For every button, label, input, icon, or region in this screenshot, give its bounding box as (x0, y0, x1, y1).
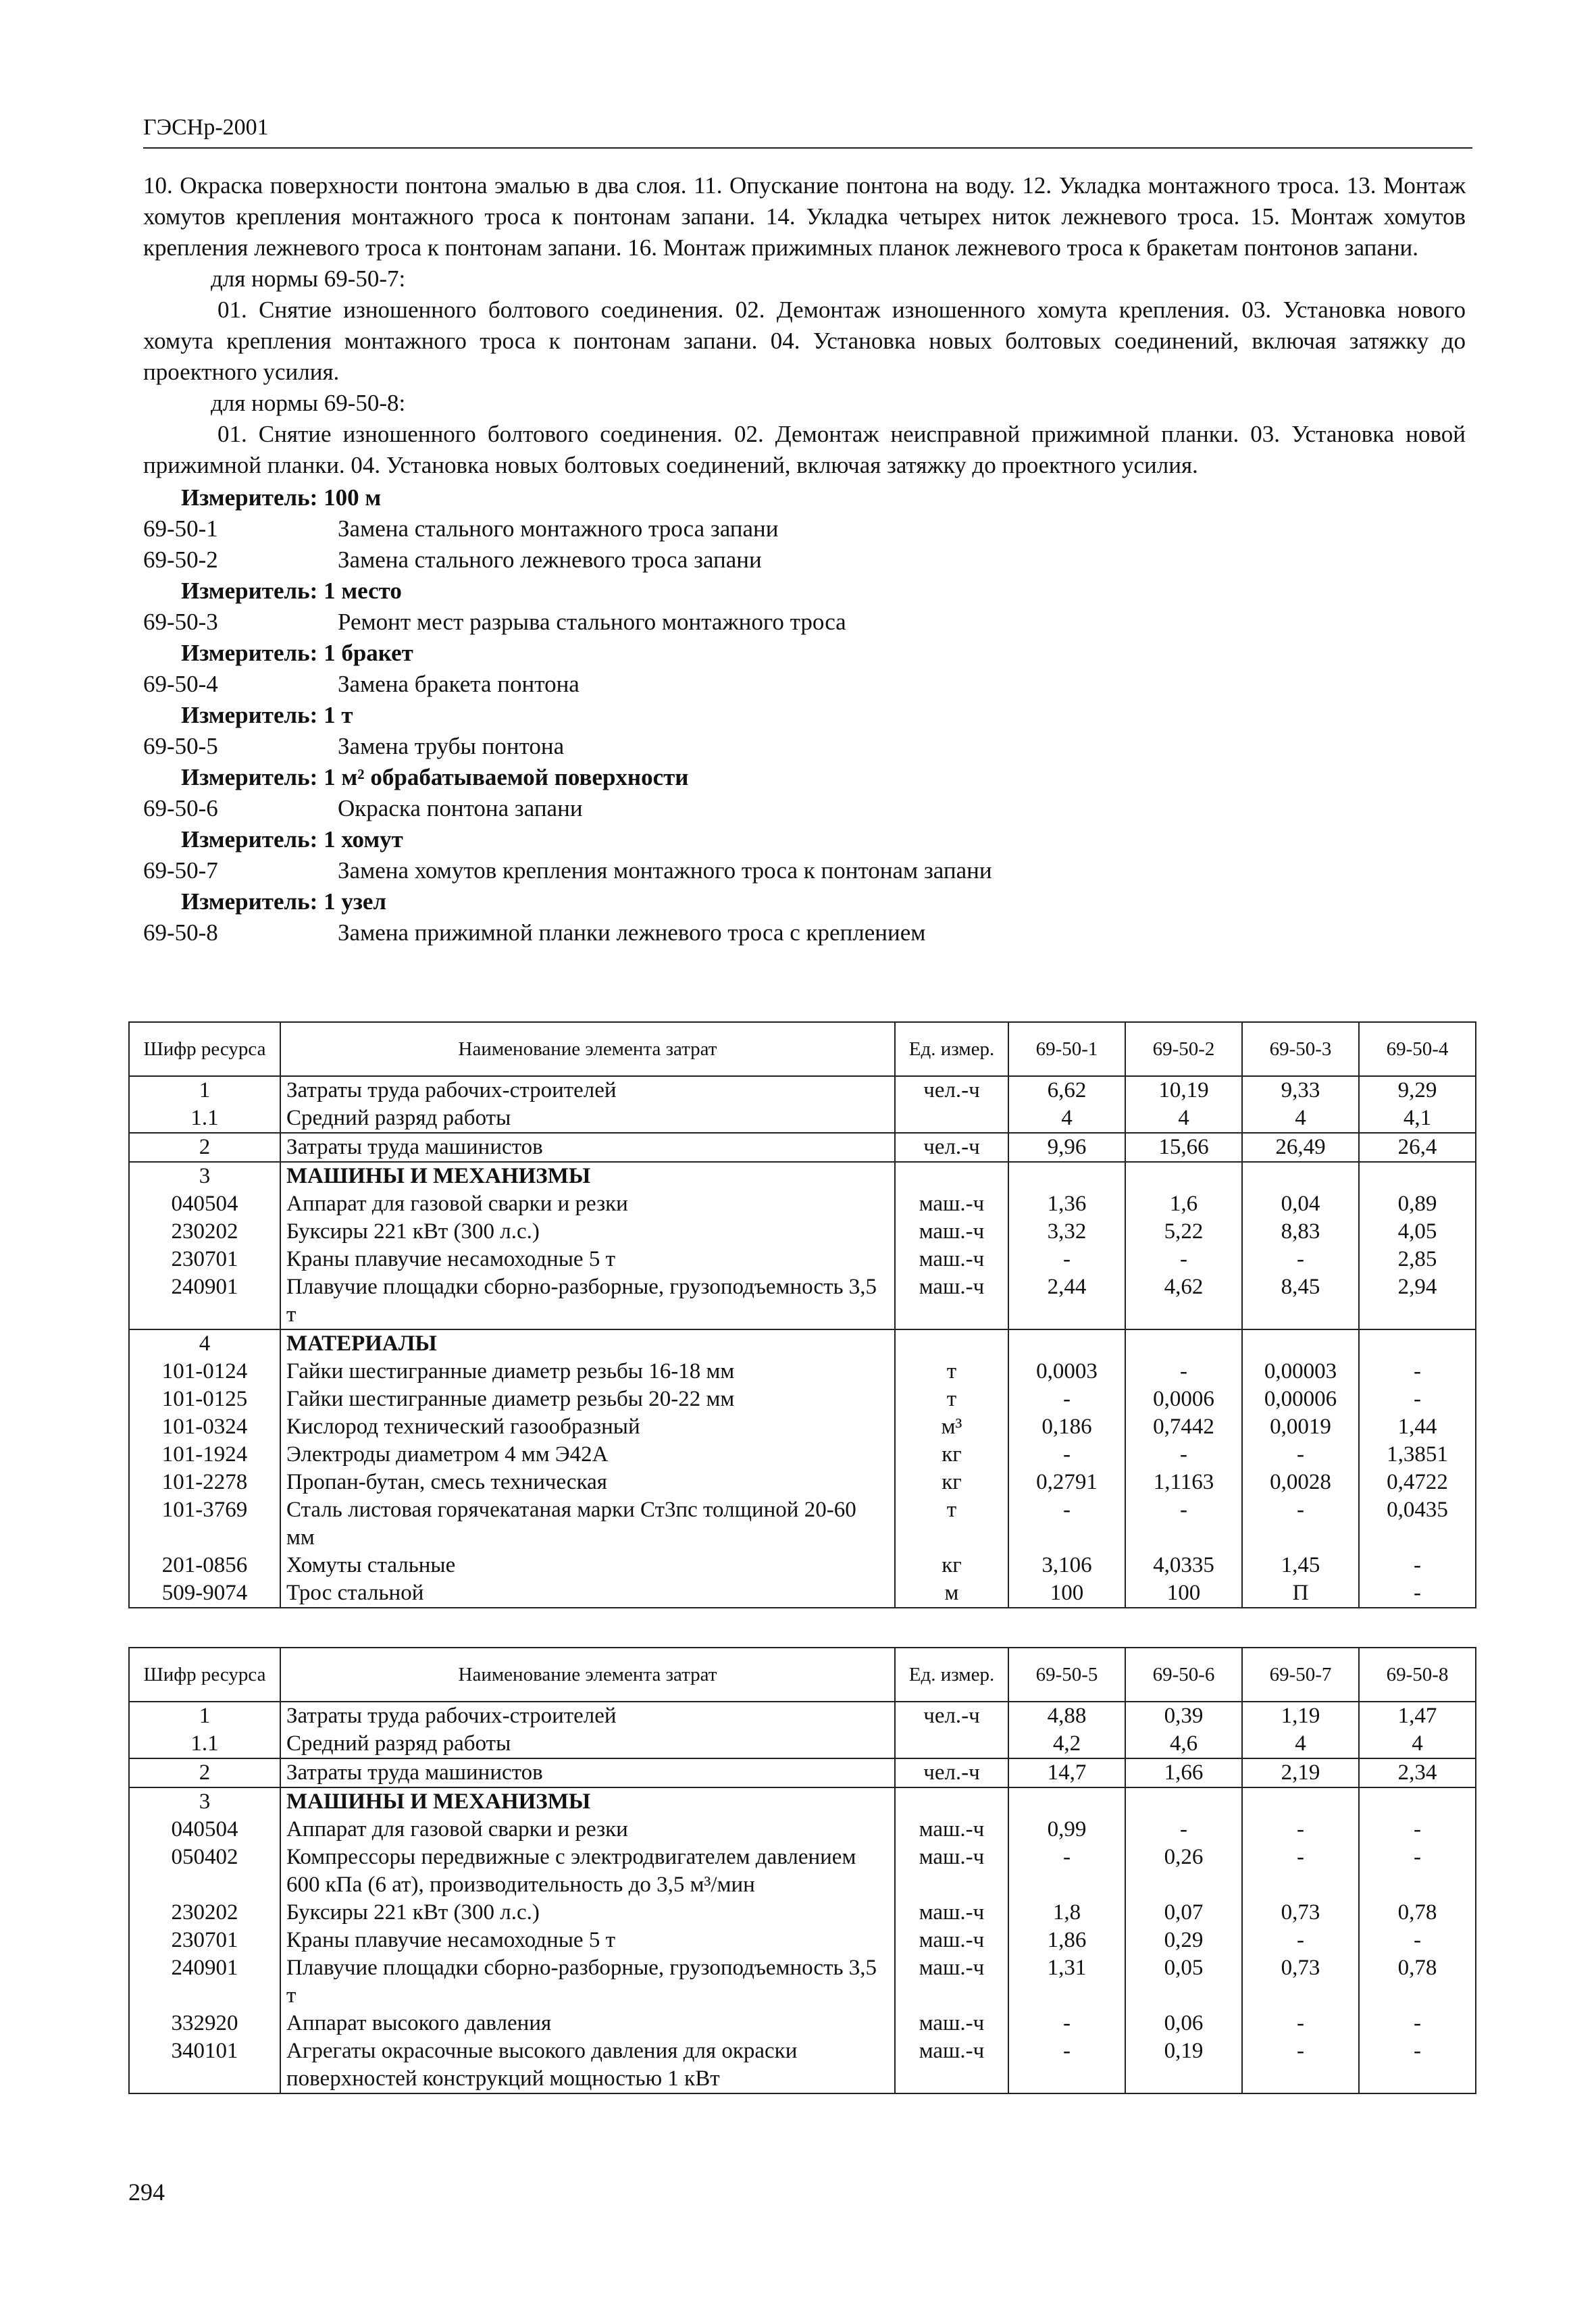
norm-code: 69-50-3 (143, 609, 218, 635)
resource-name-cell: Гайки шестигранные диаметр резьбы 20-22 мм (280, 1386, 895, 1413)
table-row (129, 1899, 1476, 1927)
value-cell: 1,86 (1008, 1927, 1125, 1954)
resource-code-cell: 101-0125 (129, 1386, 280, 1413)
norm-code: 69-50-4 (143, 671, 218, 697)
value-cell: 2,19 (1242, 1758, 1359, 1787)
resource-code-cell: 2 (129, 1758, 280, 1787)
unit-cell: маш.-ч (895, 2010, 1008, 2037)
column-header: Ед. измер. (895, 1648, 1008, 1702)
resource-code-cell: 2 (129, 1133, 280, 1162)
resource-code-cell: 101-2278 (129, 1469, 280, 1496)
unit-cell: чел.-ч (895, 1133, 1008, 1162)
norm-code: 69-50-7 (143, 857, 218, 884)
resource-name-cell: Пропан-бутан, смесь техническая (280, 1469, 895, 1496)
value-cell: - (1125, 1441, 1242, 1469)
resource-code-cell: 230701 (129, 1927, 280, 1954)
value-cell: 26,49 (1242, 1133, 1359, 1162)
table-row (129, 1246, 1476, 1273)
norm-title: Ремонт мест разрыва стального монтажного троса (338, 609, 846, 635)
resource-name-cell: Гайки шестигранные диаметр резьбы 16-18 мм (280, 1358, 895, 1386)
resource-code-cell: 340101 (129, 2037, 280, 2093)
value-cell: 4,0335 (1125, 1552, 1242, 1579)
value-cell: - (1125, 1246, 1242, 1273)
resource-name-cell: Аппарат для газовой сварки и резки (280, 1190, 895, 1218)
unit-cell: т (895, 1386, 1008, 1413)
resource-name-cell: Аппарат высокого давления (280, 2010, 895, 2037)
unit-cell: т (895, 1358, 1008, 1386)
unit-cell (895, 1329, 1008, 1358)
resource-code-cell: 201-0856 (129, 1552, 280, 1579)
table-row (129, 1329, 1476, 1358)
value-cell: 8,45 (1242, 1273, 1359, 1329)
value-cell: 4 (1125, 1104, 1242, 1133)
unit-cell: маш.-ч (895, 2037, 1008, 2093)
unit-cell: кг (895, 1469, 1008, 1496)
resource-name-cell: Плавучие площадки сборно-разборные, грузоподъемность 3,5 т (280, 1273, 895, 1329)
resource-code-cell: 240901 (129, 1954, 280, 2010)
unit-cell: маш.-ч (895, 1844, 1008, 1899)
unit-cell: маш.-ч (895, 1954, 1008, 2010)
norm-title: Замена бракета понтона (338, 671, 580, 697)
resource-code-cell: 509-9074 (129, 1579, 280, 1608)
resource-code-cell: 1 (129, 1702, 280, 1730)
unit-cell (895, 1162, 1008, 1190)
value-cell: 8,83 (1242, 1218, 1359, 1246)
value-cell (1008, 1787, 1125, 1816)
resource-name-cell: Хомуты стальные (280, 1552, 895, 1579)
resource-name-cell: Затраты труда рабочих-строителей (280, 1076, 895, 1104)
resource-code-cell: 230202 (129, 1899, 280, 1927)
measure-unit-heading: Измеритель: 100 м (181, 484, 382, 511)
value-cell (1008, 1162, 1125, 1190)
value-cell: - (1359, 1552, 1476, 1579)
resource-name-cell: МАШИНЫ И МЕХАНИЗМЫ (280, 1162, 895, 1190)
value-cell: 1,1163 (1125, 1469, 1242, 1496)
resource-code-cell: 240901 (129, 1273, 280, 1329)
resource-name-cell: Трос стальной (280, 1579, 895, 1608)
resource-code-cell: 1.1 (129, 1104, 280, 1133)
value-cell: - (1242, 1844, 1359, 1899)
resource-name-cell: Краны плавучие несамоходные 5 т (280, 1927, 895, 1954)
resource-name-cell: Компрессоры передвижные с электродвигателем давлением 600 кПа (6 ат), производительность до 3,5 м³/мин (280, 1844, 895, 1899)
table-row (129, 1273, 1476, 1329)
value-cell: 0,0003 (1008, 1358, 1125, 1386)
value-cell: 0,05 (1125, 1954, 1242, 2010)
value-cell: 0,00006 (1242, 1386, 1359, 1413)
norm-row (143, 544, 1466, 576)
table-row (129, 1441, 1476, 1469)
table-row (129, 1954, 1476, 2010)
value-cell: 4 (1008, 1104, 1125, 1133)
value-cell: 4,6 (1125, 1730, 1242, 1758)
measure-unit-heading: Измеритель: 1 бракет (181, 640, 413, 666)
value-cell: 0,73 (1242, 1899, 1359, 1927)
resource-code-cell: 101-3769 (129, 1496, 280, 1552)
value-cell: - (1359, 2010, 1476, 2037)
resource-name-cell: Средний разряд работы (280, 1730, 895, 1758)
column-header: 69-50-5 (1008, 1648, 1125, 1702)
running-header: ГЭСНр-2001 (143, 115, 269, 140)
value-cell: 9,29 (1359, 1076, 1476, 1104)
value-cell: 1,6 (1125, 1190, 1242, 1218)
resource-code-cell: 040504 (129, 1816, 280, 1844)
value-cell (1242, 1329, 1359, 1358)
norm-7-heading: для нормы 69-50-7: (211, 265, 406, 292)
value-cell: 6,62 (1008, 1076, 1125, 1104)
resource-name-cell: Кислород технический газообразный (280, 1413, 895, 1441)
value-cell: 0,19 (1125, 2037, 1242, 2093)
value-cell: - (1242, 1496, 1359, 1552)
value-cell: 0,73 (1242, 1954, 1359, 2010)
value-cell: 26,4 (1359, 1133, 1476, 1162)
value-cell: - (1242, 2037, 1359, 2093)
table-row (129, 1469, 1476, 1496)
value-cell: 0,2791 (1008, 1469, 1125, 1496)
table-row (129, 1162, 1476, 1190)
measure-unit-heading: Измеритель: 1 место (181, 578, 402, 604)
table-row (129, 1730, 1476, 1758)
norm-row (143, 855, 1466, 886)
value-cell: 4,2 (1008, 1730, 1125, 1758)
value-cell: 10,19 (1125, 1076, 1242, 1104)
page-number: 294 (128, 2179, 165, 2206)
unit-cell: м³ (895, 1413, 1008, 1441)
value-cell: - (1242, 1927, 1359, 1954)
table-row (129, 2037, 1476, 2093)
value-cell: - (1008, 2010, 1125, 2037)
table-row (129, 1076, 1476, 1104)
column-header: Шифр ресурса (129, 1022, 280, 1076)
value-cell: - (1242, 2010, 1359, 2037)
resource-code-cell: 3 (129, 1162, 280, 1190)
value-cell: - (1008, 1386, 1125, 1413)
norm-code: 69-50-6 (143, 795, 218, 821)
resource-name-cell: МАТЕРИАЛЫ (280, 1329, 895, 1358)
value-cell: 0,78 (1359, 1899, 1476, 1927)
value-cell: - (1242, 1441, 1359, 1469)
value-cell (1125, 1329, 1242, 1358)
value-cell: - (1359, 1386, 1476, 1413)
value-cell: 0,39 (1125, 1702, 1242, 1730)
resource-name-cell: Затраты труда машинистов (280, 1133, 895, 1162)
value-cell: - (1359, 1358, 1476, 1386)
value-cell: 2,44 (1008, 1273, 1125, 1329)
value-cell: 0,26 (1125, 1844, 1242, 1899)
column-header: Шифр ресурса (129, 1648, 280, 1702)
resource-code-cell: 1.1 (129, 1730, 280, 1758)
value-cell: 0,0435 (1359, 1496, 1476, 1552)
norm-row (143, 793, 1466, 824)
value-cell: - (1359, 1927, 1476, 1954)
value-cell: - (1242, 1816, 1359, 1844)
table-row (129, 1496, 1476, 1552)
value-cell: 1,44 (1359, 1413, 1476, 1441)
value-cell: 0,89 (1359, 1190, 1476, 1218)
resource-name-cell: Краны плавучие несамоходные 5 т (280, 1246, 895, 1273)
unit-cell: т (895, 1496, 1008, 1552)
measure-unit-heading: Измеритель: 1 м² обрабатываемой поверхности (181, 764, 689, 790)
value-cell: - (1125, 1496, 1242, 1552)
norm-code: 69-50-5 (143, 733, 218, 759)
unit-cell (895, 1787, 1008, 1816)
value-cell: 0,186 (1008, 1413, 1125, 1441)
column-header: Ед. измер. (895, 1022, 1008, 1076)
unit-cell: кг (895, 1441, 1008, 1469)
table-row (129, 1413, 1476, 1441)
resource-name-cell: Сталь листовая горячекатаная марки Ст3пс толщиной 20-60 мм (280, 1496, 895, 1552)
norm-row (143, 917, 1466, 948)
resource-name-cell: Плавучие площадки сборно-разборные, грузоподъемность 3,5 т (280, 1954, 895, 2010)
unit-cell: чел.-ч (895, 1702, 1008, 1730)
resource-name-cell: Электроды диаметром 4 мм Э42А (280, 1441, 895, 1469)
resource-code-cell: 101-0324 (129, 1413, 280, 1441)
value-cell: 4,05 (1359, 1218, 1476, 1246)
value-cell: - (1008, 1496, 1125, 1552)
column-header: 69-50-2 (1125, 1022, 1242, 1076)
value-cell: 4 (1359, 1730, 1476, 1758)
value-cell: 0,04 (1242, 1190, 1359, 1218)
value-cell (1125, 1787, 1242, 1816)
value-cell (1242, 1787, 1359, 1816)
measure-unit-heading: Измеритель: 1 хомут (181, 826, 403, 853)
norm-title: Замена стального монтажного троса запани (338, 515, 779, 542)
norms-list (143, 482, 1466, 948)
value-cell: П (1242, 1579, 1359, 1608)
column-header: 69-50-3 (1242, 1022, 1359, 1076)
unit-cell: маш.-ч (895, 1190, 1008, 1218)
resource-name-cell: Буксиры 221 кВт (300 л.с.) (280, 1899, 895, 1927)
table-row (129, 1702, 1476, 1730)
value-cell: 1,66 (1125, 1758, 1242, 1787)
table-row (129, 1844, 1476, 1899)
value-cell: 0,99 (1008, 1816, 1125, 1844)
resource-code-cell: 332920 (129, 2010, 280, 2037)
value-cell (1359, 1162, 1476, 1190)
value-cell: 9,33 (1242, 1076, 1359, 1104)
column-header: 69-50-4 (1359, 1022, 1476, 1076)
resource-name-cell: Аппарат для газовой сварки и резки (280, 1816, 895, 1844)
norm-row (143, 669, 1466, 700)
column-header: Наименование элемента затрат (280, 1022, 895, 1076)
norm-8-steps: 01. Снятие изношенного болтового соединения. 02. Демонтаж неисправной прижимной планки. 03. Установка новой прижимной планки. 04. Установка новых болтовых соединений, включая затяжку до проектного усилия. (143, 421, 1466, 478)
column-header: 69-50-7 (1242, 1648, 1359, 1702)
value-cell: - (1359, 1579, 1476, 1608)
unit-cell: маш.-ч (895, 1927, 1008, 1954)
column-header: 69-50-6 (1125, 1648, 1242, 1702)
value-cell: 4 (1242, 1730, 1359, 1758)
value-cell: - (1242, 1246, 1359, 1273)
resource-code-cell: 3 (129, 1787, 280, 1816)
norm-title: Окраска понтона запани (338, 795, 583, 821)
value-cell: 0,4722 (1359, 1469, 1476, 1496)
value-cell: 0,00003 (1242, 1358, 1359, 1386)
value-cell: 4,1 (1359, 1104, 1476, 1133)
value-cell (1008, 1329, 1125, 1358)
value-cell: 2,34 (1359, 1758, 1476, 1787)
work-steps-paragraph: 10. Окраска поверхности понтона эмалью в два слоя. 11. Опускание понтона на воду. 12. Укладка монтажного троса. 13. Монтаж хомутов крепления монтажного троса к понтонам запани. 14. Укладка четырех ниток лежневого троса. 15. Монтаж хомутов крепления лежневого троса к понтонам запани. 16. Монтаж прижимных планок лежневого троса к бракетам понтонов запани. (143, 172, 1466, 261)
unit-cell (895, 1730, 1008, 1758)
value-cell: 4,62 (1125, 1273, 1242, 1329)
value-cell: 14,7 (1008, 1758, 1125, 1787)
column-header: 69-50-1 (1008, 1022, 1125, 1076)
resource-code-cell: 040504 (129, 1190, 280, 1218)
resource-table-2 (128, 1647, 1476, 2094)
norm-title: Замена трубы понтона (338, 733, 565, 759)
value-cell: 1,45 (1242, 1552, 1359, 1579)
unit-cell: маш.-ч (895, 1273, 1008, 1329)
table-row (129, 1104, 1476, 1133)
value-cell: - (1359, 2037, 1476, 2093)
table-row (129, 1386, 1476, 1413)
unit-cell: маш.-ч (895, 1246, 1008, 1273)
value-cell (1125, 1162, 1242, 1190)
measure-unit-heading: Измеритель: 1 узел (181, 888, 387, 915)
norm-title: Замена стального лежневого троса запани (338, 547, 762, 573)
table-row (129, 1133, 1476, 1162)
resource-name-cell: Агрегаты окрасочные высокого давления для окраски поверхностей конструкций мощностью 1 кВт (280, 2037, 895, 2093)
norm-row (143, 607, 1466, 638)
norm-code: 69-50-8 (143, 919, 218, 946)
value-cell: - (1008, 1441, 1125, 1469)
table-row (129, 1218, 1476, 1246)
value-cell: 0,06 (1125, 2010, 1242, 2037)
value-cell (1242, 1162, 1359, 1190)
resource-code-cell: 230701 (129, 1246, 280, 1273)
table-row (129, 2010, 1476, 2037)
value-cell: - (1359, 1816, 1476, 1844)
table-row (129, 1552, 1476, 1579)
table-row (129, 1758, 1476, 1787)
unit-cell: маш.-ч (895, 1218, 1008, 1246)
value-cell: 1,19 (1242, 1702, 1359, 1730)
column-header: 69-50-8 (1359, 1648, 1476, 1702)
unit-cell: маш.-ч (895, 1816, 1008, 1844)
norm-8-heading: для нормы 69-50-8: (211, 390, 406, 416)
unit-cell: чел.-ч (895, 1076, 1008, 1104)
value-cell: 100 (1008, 1579, 1125, 1608)
header-rule (143, 147, 1472, 149)
value-cell: 0,0019 (1242, 1413, 1359, 1441)
value-cell: - (1125, 1358, 1242, 1386)
resource-code-cell: 101-1924 (129, 1441, 280, 1469)
value-cell: 0,29 (1125, 1927, 1242, 1954)
value-cell: 1,31 (1008, 1954, 1125, 2010)
value-cell (1359, 1787, 1476, 1816)
value-cell: 4,88 (1008, 1702, 1125, 1730)
value-cell: 1,36 (1008, 1190, 1125, 1218)
value-cell: 1,8 (1008, 1899, 1125, 1927)
value-cell: 0,0006 (1125, 1386, 1242, 1413)
intro-text (143, 170, 1466, 948)
value-cell: 100 (1125, 1579, 1242, 1608)
value-cell: - (1125, 1816, 1242, 1844)
column-header: Наименование элемента затрат (280, 1648, 895, 1702)
value-cell: 5,22 (1125, 1218, 1242, 1246)
resource-code-cell: 050402 (129, 1844, 280, 1899)
unit-cell: кг (895, 1552, 1008, 1579)
table-row (129, 1927, 1476, 1954)
value-cell: 3,106 (1008, 1552, 1125, 1579)
norm-title: Замена хомутов крепления монтажного троса к понтонам запани (338, 857, 992, 884)
norm-code: 69-50-2 (143, 547, 218, 573)
resource-name-cell: Буксиры 221 кВт (300 л.с.) (280, 1218, 895, 1246)
norm-row (143, 731, 1466, 762)
table-row (129, 1358, 1476, 1386)
unit-cell: м (895, 1579, 1008, 1608)
value-cell: - (1008, 1246, 1125, 1273)
measure-unit-heading: Измеритель: 1 т (181, 702, 353, 728)
norm-code: 69-50-1 (143, 515, 218, 542)
norm-title: Замена прижимной планки лежневого троса с креплением (338, 919, 926, 946)
resource-code-cell: 230202 (129, 1218, 280, 1246)
resource-code-cell: 4 (129, 1329, 280, 1358)
value-cell: - (1359, 1844, 1476, 1899)
value-cell: 2,94 (1359, 1273, 1476, 1329)
unit-cell: маш.-ч (895, 1899, 1008, 1927)
value-cell: 3,32 (1008, 1218, 1125, 1246)
value-cell: 4 (1242, 1104, 1359, 1133)
resource-name-cell: Затраты труда рабочих-строителей (280, 1702, 895, 1730)
value-cell (1359, 1329, 1476, 1358)
resource-name-cell: МАШИНЫ И МЕХАНИЗМЫ (280, 1787, 895, 1816)
resource-name-cell: Средний разряд работы (280, 1104, 895, 1133)
value-cell: 1,47 (1359, 1702, 1476, 1730)
unit-cell (895, 1104, 1008, 1133)
value-cell: 0,07 (1125, 1899, 1242, 1927)
value-cell: 15,66 (1125, 1133, 1242, 1162)
value-cell: 0,78 (1359, 1954, 1476, 2010)
norm-7-steps: 01. Снятие изношенного болтового соединения. 02. Демонтаж изношенного хомута крепления. 03. Установка нового хомута крепления монтажного троса к понтонам запани. 04. Установка новых болтовых соединений, включая затяжку до проектного усилия. (143, 297, 1466, 385)
norm-row (143, 513, 1466, 544)
resource-code-cell: 1 (129, 1076, 280, 1104)
value-cell: - (1008, 1844, 1125, 1899)
table-row (129, 1190, 1476, 1218)
resource-code-cell: 101-0124 (129, 1358, 280, 1386)
value-cell: 1,3851 (1359, 1441, 1476, 1469)
resource-table-1 (128, 1021, 1476, 1608)
unit-cell: чел.-ч (895, 1758, 1008, 1787)
value-cell: 2,85 (1359, 1246, 1476, 1273)
table-row (129, 1787, 1476, 1816)
value-cell: 9,96 (1008, 1133, 1125, 1162)
value-cell: 0,0028 (1242, 1469, 1359, 1496)
table-row (129, 1579, 1476, 1608)
value-cell: - (1008, 2037, 1125, 2093)
value-cell: 0,7442 (1125, 1413, 1242, 1441)
table-row (129, 1816, 1476, 1844)
resource-name-cell: Затраты труда машинистов (280, 1758, 895, 1787)
